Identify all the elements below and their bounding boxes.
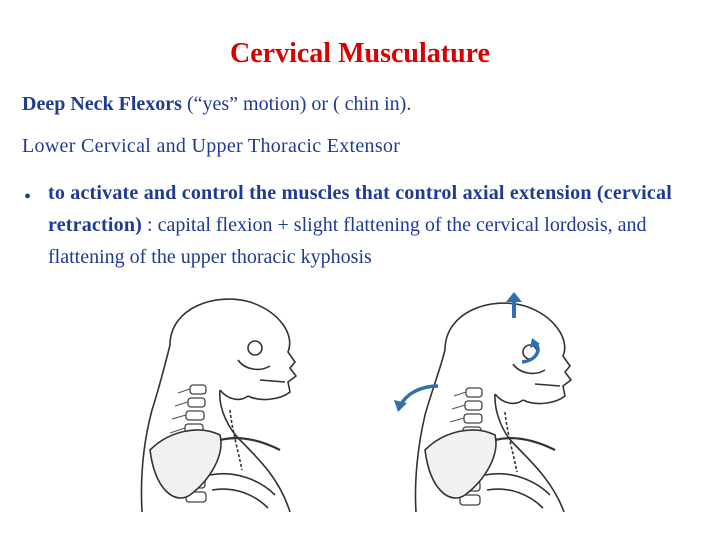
bullet-bold-text: to activate and control the muscles that control axial extension (cervical retraction) (48, 182, 672, 236)
extensor-line: Lower Cervical and Upper Thoracic Extensor (22, 135, 401, 157)
cervical-retraction-illustration (370, 290, 610, 512)
bullet-icon: • (24, 186, 32, 208)
bullet-item (22, 177, 702, 273)
deep-neck-flexors-description: (“yes” motion) or ( chin in). (181, 93, 412, 115)
deep-neck-flexors-line (22, 93, 411, 116)
slide-title: Cervical Musculature (230, 38, 490, 69)
thoracic-arrow-icon (394, 386, 438, 412)
posture-before-illustration (120, 290, 320, 512)
bullet-rest-text: : capital flexion + slight flattening of the cervical lordosis, and flattening of the upper thoracic kyphosis (48, 214, 647, 268)
curved-arrow-icon (522, 338, 540, 362)
deep-neck-flexors-label: Deep Neck Flexors (22, 93, 182, 115)
bullet-text (48, 177, 702, 273)
